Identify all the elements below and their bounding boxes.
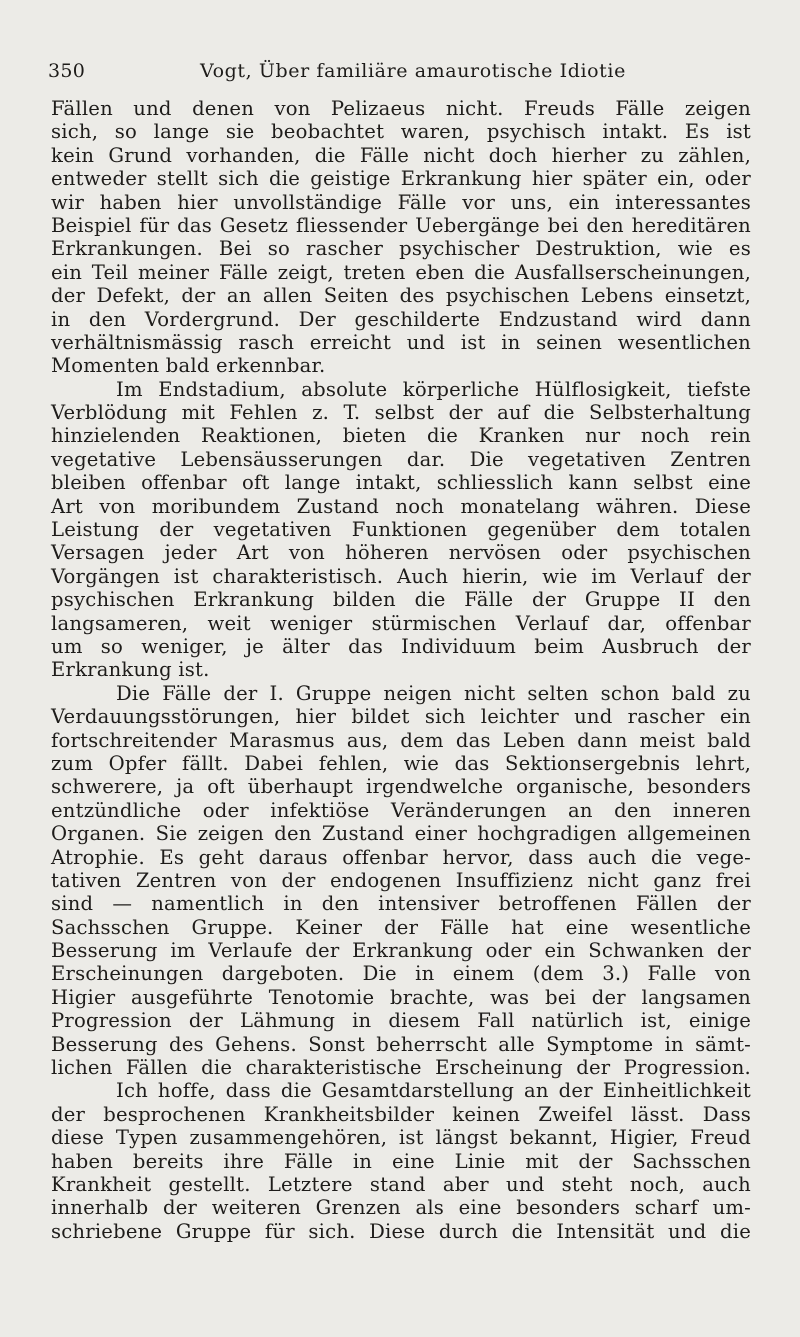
text-line: Besserung im Verlaufe der Erkrankung oder ein Schwanken der — [51, 939, 751, 963]
text-line: Beispiel für das Gesetz fliessender Uebergänge bei den hereditären — [51, 213, 751, 237]
text-line: Ich hoffe, dass die Gesamtdarstellung an der Einheitlichkeit — [116, 1079, 751, 1103]
text-line: Momenten bald erkennbar. — [51, 354, 326, 378]
text-line: psychischen Erkrankung bilden die Fälle der Gruppe II den — [51, 588, 751, 612]
page-number: 350 — [48, 60, 86, 82]
text-line: lichen Fällen die charakteristische Erscheinung der Progression. — [51, 1056, 751, 1080]
text-line: Higier ausgeführte Tenotomie brachte, was bei der langsamen — [51, 985, 751, 1009]
text-line: haben bereits ihre Fälle in eine Linie mit der Sachsschen — [51, 1149, 751, 1173]
text-line: der besprochenen Krankheitsbilder keinen Zweifel lässt. Dass — [51, 1102, 751, 1126]
text-line: Die Fälle der I. Gruppe neigen nicht selten schon bald zu — [116, 681, 751, 705]
text-line: hinzielenden Reaktionen, bieten die Kranken nur noch rein — [51, 424, 751, 448]
text-line: Verdauungsstörungen, hier bildet sich leichter und rascher ein — [51, 705, 751, 729]
text-line: diese Typen zusammengehören, ist längst bekannt, Higier, Freud — [51, 1126, 751, 1150]
text-line: wir haben hier unvollständige Fälle vor uns, ein interessantes — [51, 190, 751, 214]
page-header — [48, 60, 748, 88]
text-line: bleiben offenbar oft lange intakt, schliesslich kann selbst eine — [51, 471, 751, 495]
text-line: Besserung des Gehens. Sonst beherrscht alle Symptome in sämt- — [51, 1032, 751, 1056]
text-line: Atrophie. Es geht daraus offenbar hervor, dass auch die vege- — [51, 845, 751, 869]
text-line: Progression der Lähmung in diesem Fall natürlich ist, einige — [51, 1009, 751, 1033]
text-line: schriebene Gruppe für sich. Diese durch die Intensität und die — [51, 1219, 751, 1243]
running-title: Vogt, Über familiäre amaurotische Idiotie — [200, 60, 626, 82]
text-line: Organen. Sie zeigen den Zustand einer hochgradigen allgemeinen — [51, 822, 751, 846]
body-text — [51, 97, 751, 1243]
text-line: fortschreitender Marasmus aus, dem das Leben dann meist bald — [51, 728, 751, 752]
text-line: Erscheinungen dargeboten. Die in einem (dem 3.) Falle von — [51, 962, 751, 986]
text-line: Sachsschen Gruppe. Keiner der Fälle hat eine wesentliche — [51, 915, 751, 939]
text-line: Vorgängen ist charakteristisch. Auch hierin, wie im Verlauf der — [51, 564, 751, 588]
text-line: Krankheit gestellt. Letztere stand aber und steht noch, auch — [51, 1172, 751, 1196]
text-line: Erkrankungen. Bei so rascher psychischer Destruktion, wie es — [51, 237, 751, 261]
text-line: langsameren, weit weniger stürmischen Verlauf dar, offenbar — [51, 611, 751, 635]
text-line: ein Teil meiner Fälle zeigt, treten eben die Ausfallserscheinungen, — [51, 260, 751, 284]
text-line: um so weniger, je älter das Individuum beim Ausbruch der — [51, 634, 751, 658]
text-line: Erkrankung ist. — [51, 658, 210, 682]
text-line: Verblödung mit Fehlen z. T. selbst der auf die Selbsterhaltung — [51, 401, 751, 425]
text-line: entzündliche oder infektiöse Veränderungen an den inneren — [51, 798, 751, 822]
text-line: der Defekt, der an allen Seiten des psychischen Lebens einsetzt, — [51, 284, 751, 308]
text-line: sich, so lange sie beobachtet waren, psychisch intakt. Es ist — [51, 120, 751, 144]
text-line: sind — namentlich in den intensiver betroffenen Fällen der — [51, 892, 751, 916]
text-line: kein Grund vorhanden, die Fälle nicht doch hierher zu zählen, — [51, 143, 751, 167]
text-line: verhältnismässig rasch erreicht und ist in seinen wesentlichen — [51, 330, 751, 354]
text-line: in den Vordergrund. Der geschilderte Endzustand wird dann — [51, 307, 751, 331]
text-line: Art von moribundem Zustand noch monatelang währen. Diese — [51, 494, 751, 518]
text-line: tativen Zentren von der endogenen Insuffizienz nicht ganz frei — [51, 868, 751, 892]
text-line: Fällen und denen von Pelizaeus nicht. Freuds Fälle zeigen — [51, 97, 751, 120]
text-line: Leistung der vegetativen Funktionen gegenüber dem totalen — [51, 518, 751, 542]
text-line: entweder stellt sich die geistige Erkrankung hier später ein, oder — [51, 167, 751, 191]
text-line: innerhalb der weiteren Grenzen als eine besonders scharf um- — [51, 1196, 751, 1220]
text-line: vegetative Lebensäusserungen dar. Die vegetativen Zentren — [51, 447, 751, 471]
text-line: schwerere, ja oft überhaupt irgendwelche organische, besonders — [51, 775, 751, 799]
text-line: Im Endstadium, absolute körperliche Hülflosigkeit, tiefste — [116, 377, 751, 401]
text-line: Versagen jeder Art von höheren nervösen oder psychischen — [51, 541, 751, 565]
text-line: zum Opfer fällt. Dabei fehlen, wie das Sektionsergebnis lehrt, — [51, 751, 751, 775]
